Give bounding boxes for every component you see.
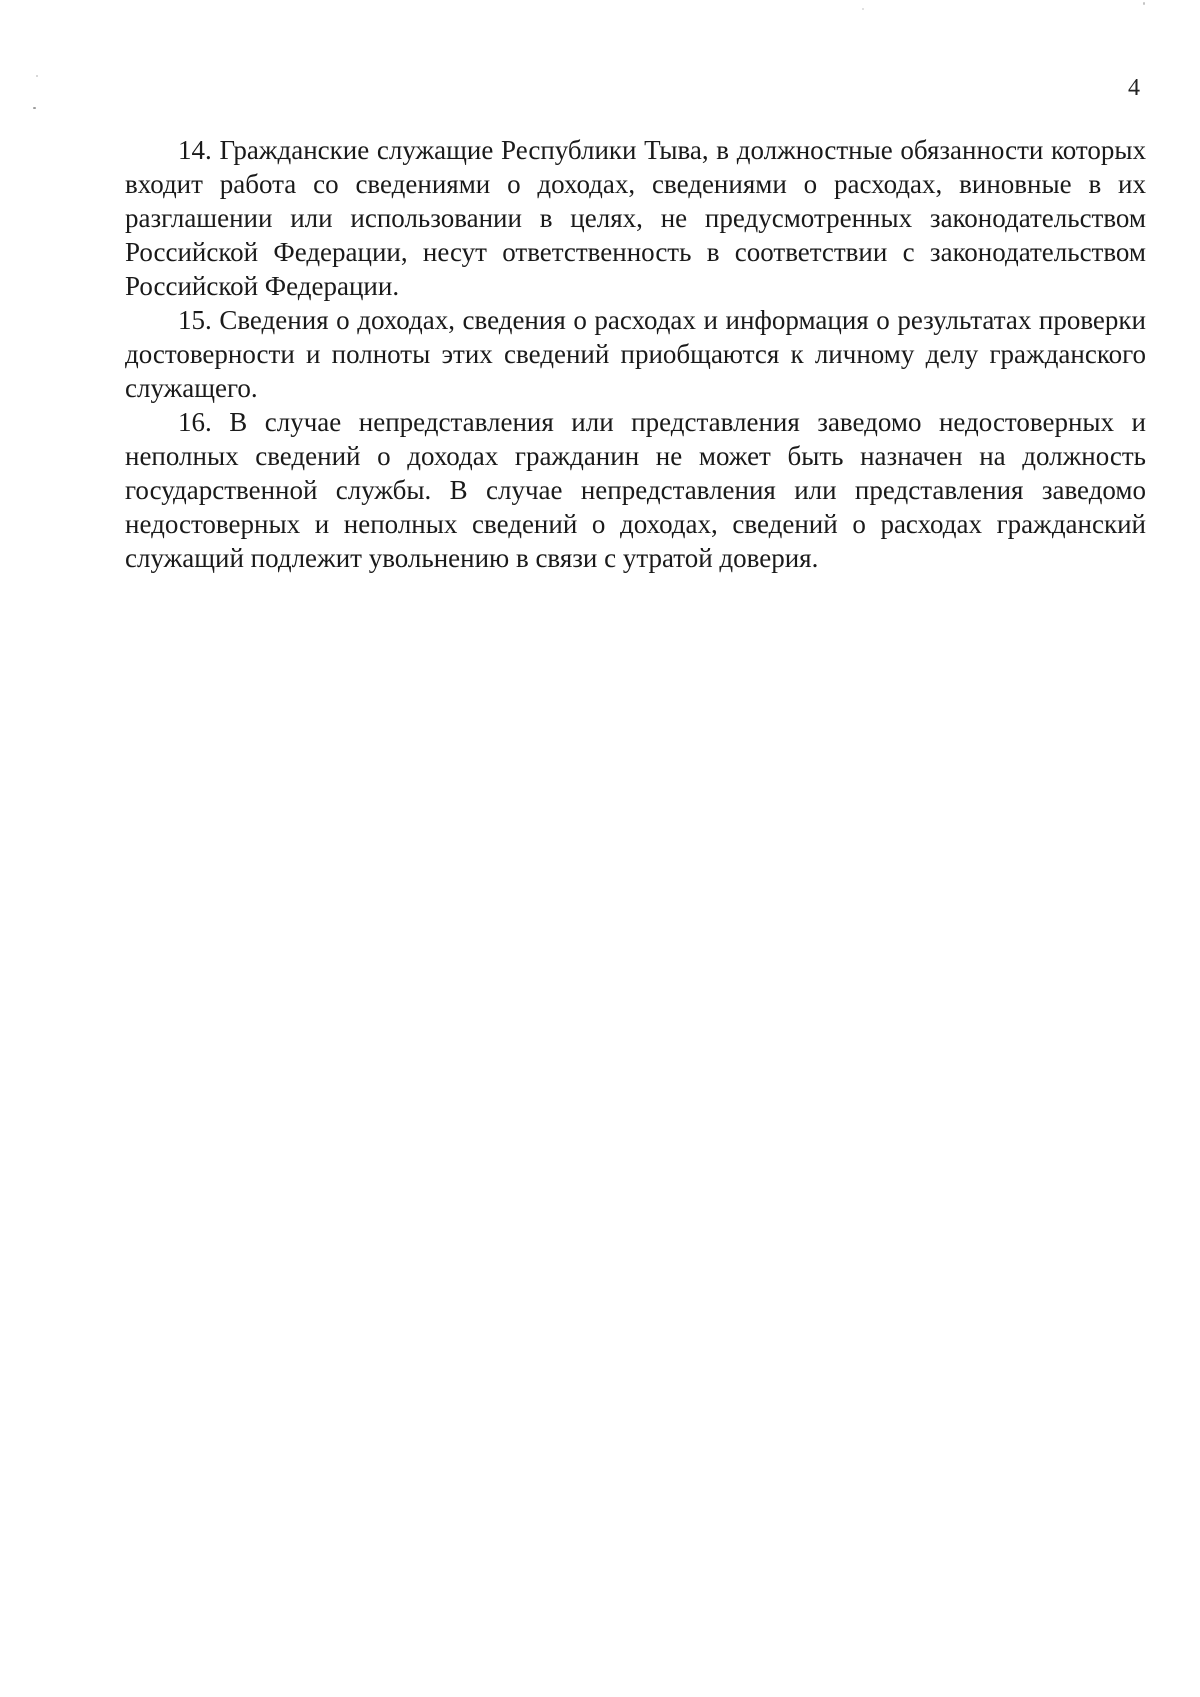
paragraph-15: 15. Сведения о доходах, сведения о расходах и информация о результатах проверки достоверности и полноты этих сведений приобщаются к личному делу гражданского служащего. <box>125 305 1146 403</box>
document-body <box>125 133 1146 575</box>
scan-speck <box>36 75 38 77</box>
scan-speck <box>33 107 36 109</box>
paragraph-14: 14. Гражданские служащие Республики Тыва, в должностные обязанности которых входит работа со сведениями о доходах, сведениями о расходах, виновные в их разглашении или использовании в целях, не предусмотренных законодательством Российской Федерации, несут ответственность в соответствии с законодательством Российской Федерации. <box>125 135 1146 301</box>
page-number: 4 <box>1128 75 1140 101</box>
scan-speck <box>1143 2 1145 5</box>
scan-speck <box>862 8 864 10</box>
paragraph-16: 16. В случае непредставления или представления заведомо недостоверных и неполных сведений о доходах гражданин не может быть назначен на должность государственной службы. В случае непредставления или представления заведомо недостоверных и неполных сведений о доходах, сведений о расходах гражданский служащий подлежит увольнению в связи с утратой доверия. <box>125 407 1146 573</box>
